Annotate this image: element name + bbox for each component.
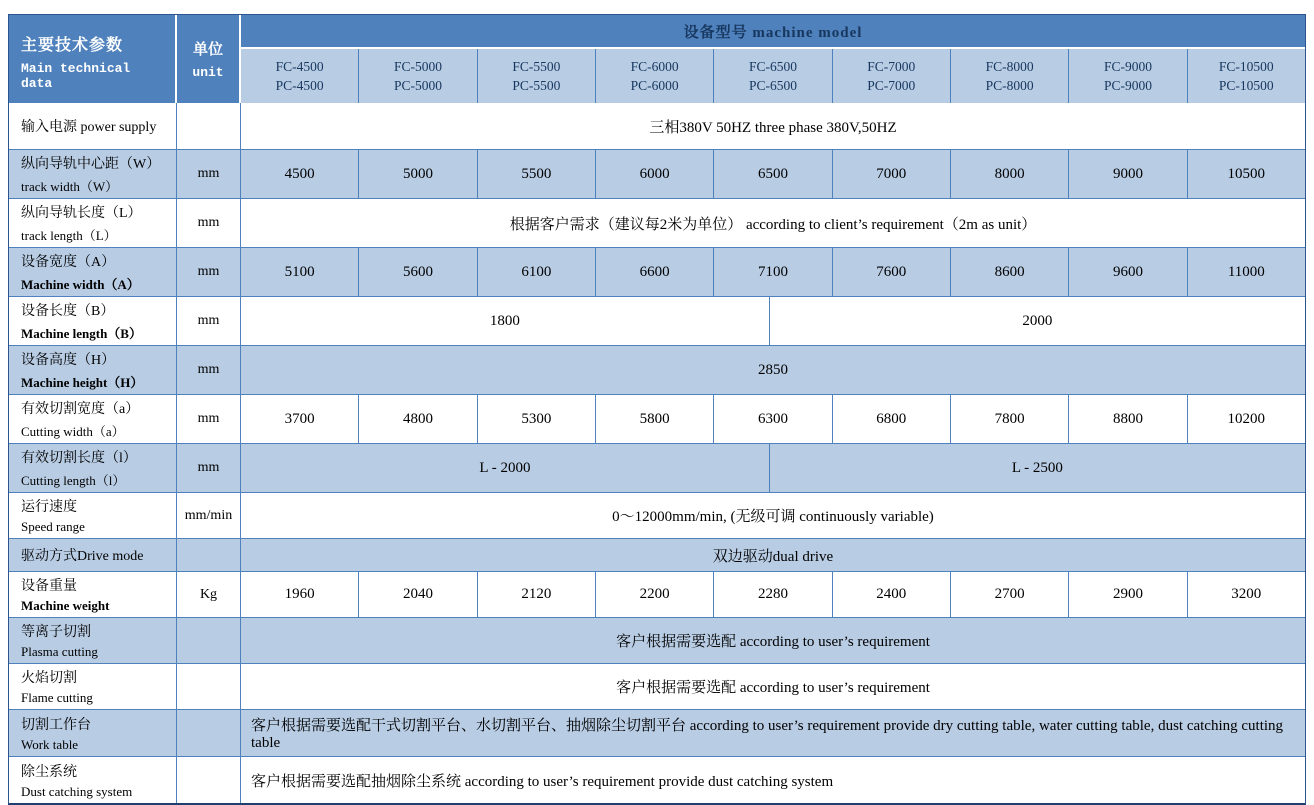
model-column-header: FC-7000 PC-7000 (833, 49, 951, 103)
row-label: 切割工作台 Work table (9, 710, 177, 756)
model-column-header: FC-9000 PC-9000 (1069, 49, 1187, 103)
model-header-area (241, 15, 1305, 103)
table-row (9, 709, 1305, 756)
row-value: 2000 (1022, 312, 1053, 329)
row-label: 驱动方式Drive mode (9, 539, 177, 571)
row-value: 7100 (714, 248, 832, 296)
row-value: 2120 (478, 572, 596, 617)
model-column-header: FC-5000 PC-5000 (359, 49, 477, 103)
row-value: L - 2500 (1011, 459, 1063, 476)
row-unit: mm (177, 444, 241, 492)
row-value: 6600 (596, 248, 714, 296)
row-unit: mm (177, 395, 241, 443)
row-value: 6300 (714, 395, 832, 443)
model-header-row (241, 49, 1305, 103)
model-column-header: FC-8000 PC-8000 (951, 49, 1069, 103)
row-value: 3200 (1231, 586, 1262, 602)
row-value: 7000 (833, 150, 951, 198)
row-value: 5100 (241, 248, 359, 296)
table-row (9, 756, 1305, 803)
table-header (9, 15, 1305, 103)
row-value: 9000 (1069, 150, 1187, 198)
row-value: 6800 (833, 395, 951, 443)
row-unit (177, 757, 241, 803)
row-value: 根据客户需求（建议每2米为单位） according to client’s requirement（2m as unit） (509, 216, 1037, 233)
table-row (9, 198, 1305, 247)
row-value: 2040 (359, 572, 477, 617)
table-row (9, 103, 1305, 149)
row-value: 9600 (1069, 248, 1187, 296)
row-value: 7600 (833, 248, 951, 296)
row-value: 2200 (596, 572, 714, 617)
table-row (9, 296, 1305, 345)
row-label: 除尘系统 Dust catching system (9, 757, 177, 803)
row-unit (177, 618, 241, 663)
row-value: 客户根据需要选配抽烟除尘系统 according to user’s requirement provide dust catching system (251, 773, 834, 790)
row-value: 5300 (478, 395, 596, 443)
row-value: 2850 (758, 361, 788, 378)
row-value: 4500 (241, 150, 359, 198)
spec-table (8, 14, 1306, 805)
row-unit (177, 539, 241, 571)
row-value: 5000 (359, 150, 477, 198)
table-row (9, 345, 1305, 394)
row-value: 8800 (1069, 395, 1187, 443)
row-value: 10200 (1227, 410, 1266, 427)
model-column-header: FC-6500 PC-6500 (714, 49, 832, 103)
model-column-header: FC-10500 PC-10500 (1188, 49, 1305, 103)
row-unit (177, 710, 241, 756)
main-title-zh: 主要技术参数 (21, 36, 124, 54)
model-column-header: FC-6000 PC-6000 (596, 49, 714, 103)
row-label: 设备长度（B） Machine length（B） (9, 297, 177, 345)
table-row (9, 538, 1305, 571)
row-value: 5600 (359, 248, 477, 296)
row-unit: mm/min (177, 493, 241, 538)
row-value: 4800 (359, 395, 477, 443)
row-label: 有效切割宽度（a） Cutting width（a） (9, 395, 177, 443)
model-column-header: FC-5500 PC-5500 (478, 49, 596, 103)
row-unit: mm (177, 199, 241, 247)
row-unit: Kg (177, 572, 241, 617)
main-title-cell (9, 15, 177, 103)
row-value: 7800 (951, 395, 1069, 443)
row-label: 有效切割长度（l） Cutting length（l） (9, 444, 177, 492)
unit-header-en: unit (192, 65, 224, 80)
row-value: 11000 (1227, 263, 1265, 280)
row-value: 2400 (833, 572, 951, 617)
model-header-title: 设备型号 machine model (241, 15, 1305, 47)
row-value: 6000 (596, 150, 714, 198)
row-label: 纵向导轨中心距（W） track width（W） (9, 150, 177, 198)
row-value: 双边驱动dual drive (712, 548, 834, 565)
table-row (9, 571, 1305, 617)
row-label: 设备宽度（A） Machine width（A） (9, 248, 177, 296)
row-value: 客户根据需要选配 according to user’s requirement (616, 680, 930, 696)
row-value: 6100 (478, 248, 596, 296)
table-row (9, 492, 1305, 538)
row-value: 0～12000mm/min, (无级可调 continuously variable) (612, 509, 934, 525)
row-value: 1800 (241, 297, 770, 345)
table-row (9, 247, 1305, 296)
table-row (9, 617, 1305, 663)
table-row (9, 443, 1305, 492)
row-label: 等离子切割 Plasma cutting (9, 618, 177, 663)
row-value: 客户根据需要选配干式切割平台、水切割平台、抽烟除尘切割平台 according to user’s requirement provide dry cutting table, water cutting table, dust catching cutting table (251, 718, 1284, 751)
table-row (9, 149, 1305, 198)
row-value: 三相380V 50HZ three phase 380V,50HZ (649, 119, 897, 136)
row-value: 2280 (714, 572, 832, 617)
row-label: 设备重量 Machine weight (9, 572, 177, 617)
row-unit: mm (177, 150, 241, 198)
row-label: 火焰切割 Flame cutting (9, 664, 177, 709)
row-value: L - 2000 (241, 444, 770, 492)
main-title-en: Main technical data (21, 60, 131, 91)
row-value: 6500 (714, 150, 832, 198)
model-column-header: FC-4500 PC-4500 (241, 49, 359, 103)
table-row (9, 394, 1305, 443)
row-unit (177, 103, 241, 149)
row-label: 运行速度 Speed range (9, 493, 177, 538)
table-row (9, 663, 1305, 709)
row-value: 客户根据需要选配 according to user’s requirement (616, 634, 930, 650)
row-label: 设备高度（H） Machine height（H） (9, 346, 177, 394)
row-unit: mm (177, 297, 241, 345)
unit-header-zh: 单位 (192, 42, 223, 58)
row-unit: mm (177, 346, 241, 394)
row-value: 8000 (951, 150, 1069, 198)
row-value: 5800 (596, 395, 714, 443)
row-unit: mm (177, 248, 241, 296)
row-value: 2700 (951, 572, 1069, 617)
row-label: 纵向导轨长度（L） track length（L） (9, 199, 177, 247)
row-value: 1960 (241, 572, 359, 617)
row-value: 5500 (478, 150, 596, 198)
row-value: 10500 (1227, 165, 1266, 182)
row-value: 3700 (241, 395, 359, 443)
row-label: 输入电源 power supply (9, 103, 177, 149)
unit-header-cell (177, 15, 241, 103)
row-unit (177, 664, 241, 709)
row-value: 8600 (951, 248, 1069, 296)
row-value: 2900 (1069, 572, 1187, 617)
